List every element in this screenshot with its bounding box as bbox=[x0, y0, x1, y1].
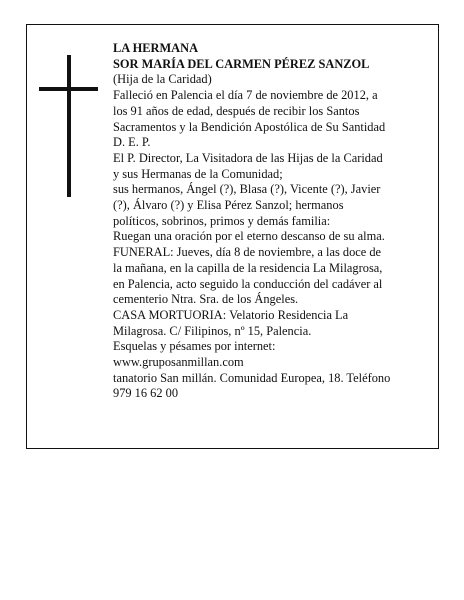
obituary-line: tanatorio San millán. Comunidad Europea, 18. Teléfono bbox=[113, 370, 391, 385]
obituary-line: y sus Hermanas de la Comunidad; bbox=[113, 166, 283, 181]
obituary-line: D. E. P. bbox=[113, 135, 151, 150]
obituary-line: en Palencia, acto seguido la conducción del cadáver al bbox=[113, 276, 383, 291]
obituary-line: Sacramentos y la Bendición Apostólica de Su Santidad bbox=[113, 119, 386, 134]
obituary-line: (Hija de la Caridad) bbox=[113, 72, 212, 87]
obituary-line: Milagrosa. C/ Filipinos, nº 15, Palencia. bbox=[113, 323, 312, 338]
obituary-line: 979 16 62 00 bbox=[113, 386, 179, 401]
obituary-line: FUNERAL: Jueves, día 8 de noviembre, a las doce de bbox=[113, 245, 382, 260]
obituary-text bbox=[113, 41, 418, 402]
obituary-line: cementerio Ntra. Sra. de los Ángeles. bbox=[113, 292, 299, 307]
obituary-line: El P. Director, La Visitadora de las Hijas de la Caridad bbox=[113, 150, 383, 165]
obituary-line: Ruegan una oración por el eterno descanso de su alma. bbox=[113, 229, 385, 244]
obituary-line: políticos, sobrinos, primos y demás familia: bbox=[113, 213, 331, 228]
obituary-line: CASA MORTUORIA: Velatorio Residencia La bbox=[113, 307, 349, 322]
obituary-line: los 91 años de edad, después de recibir los Santos bbox=[113, 103, 360, 118]
obituary-line: la mañana, en la capilla de la residencia La Milagrosa, bbox=[113, 260, 383, 275]
obituary-line: www.gruposanmillan.com bbox=[113, 355, 244, 370]
cross-icon-horizontal bbox=[39, 87, 98, 91]
cross-icon-vertical bbox=[67, 55, 71, 197]
obituary-line: Falleció en Palencia el día 7 de noviembre de 2012, a bbox=[113, 88, 378, 103]
obituary-line: LA HERMANA bbox=[113, 41, 199, 55]
obituary-line: SOR MARÍA DEL CARMEN PÉREZ SANZOL bbox=[113, 56, 370, 71]
obituary-line: (?), Álvaro (?) y Elisa Pérez Sanzol; hermanos bbox=[113, 198, 344, 213]
obituary-line: sus hermanos, Ángel (?), Blasa (?), Vicente (?), Javier bbox=[113, 182, 381, 197]
obituary-line: Esquelas y pésames por internet: bbox=[113, 339, 276, 354]
